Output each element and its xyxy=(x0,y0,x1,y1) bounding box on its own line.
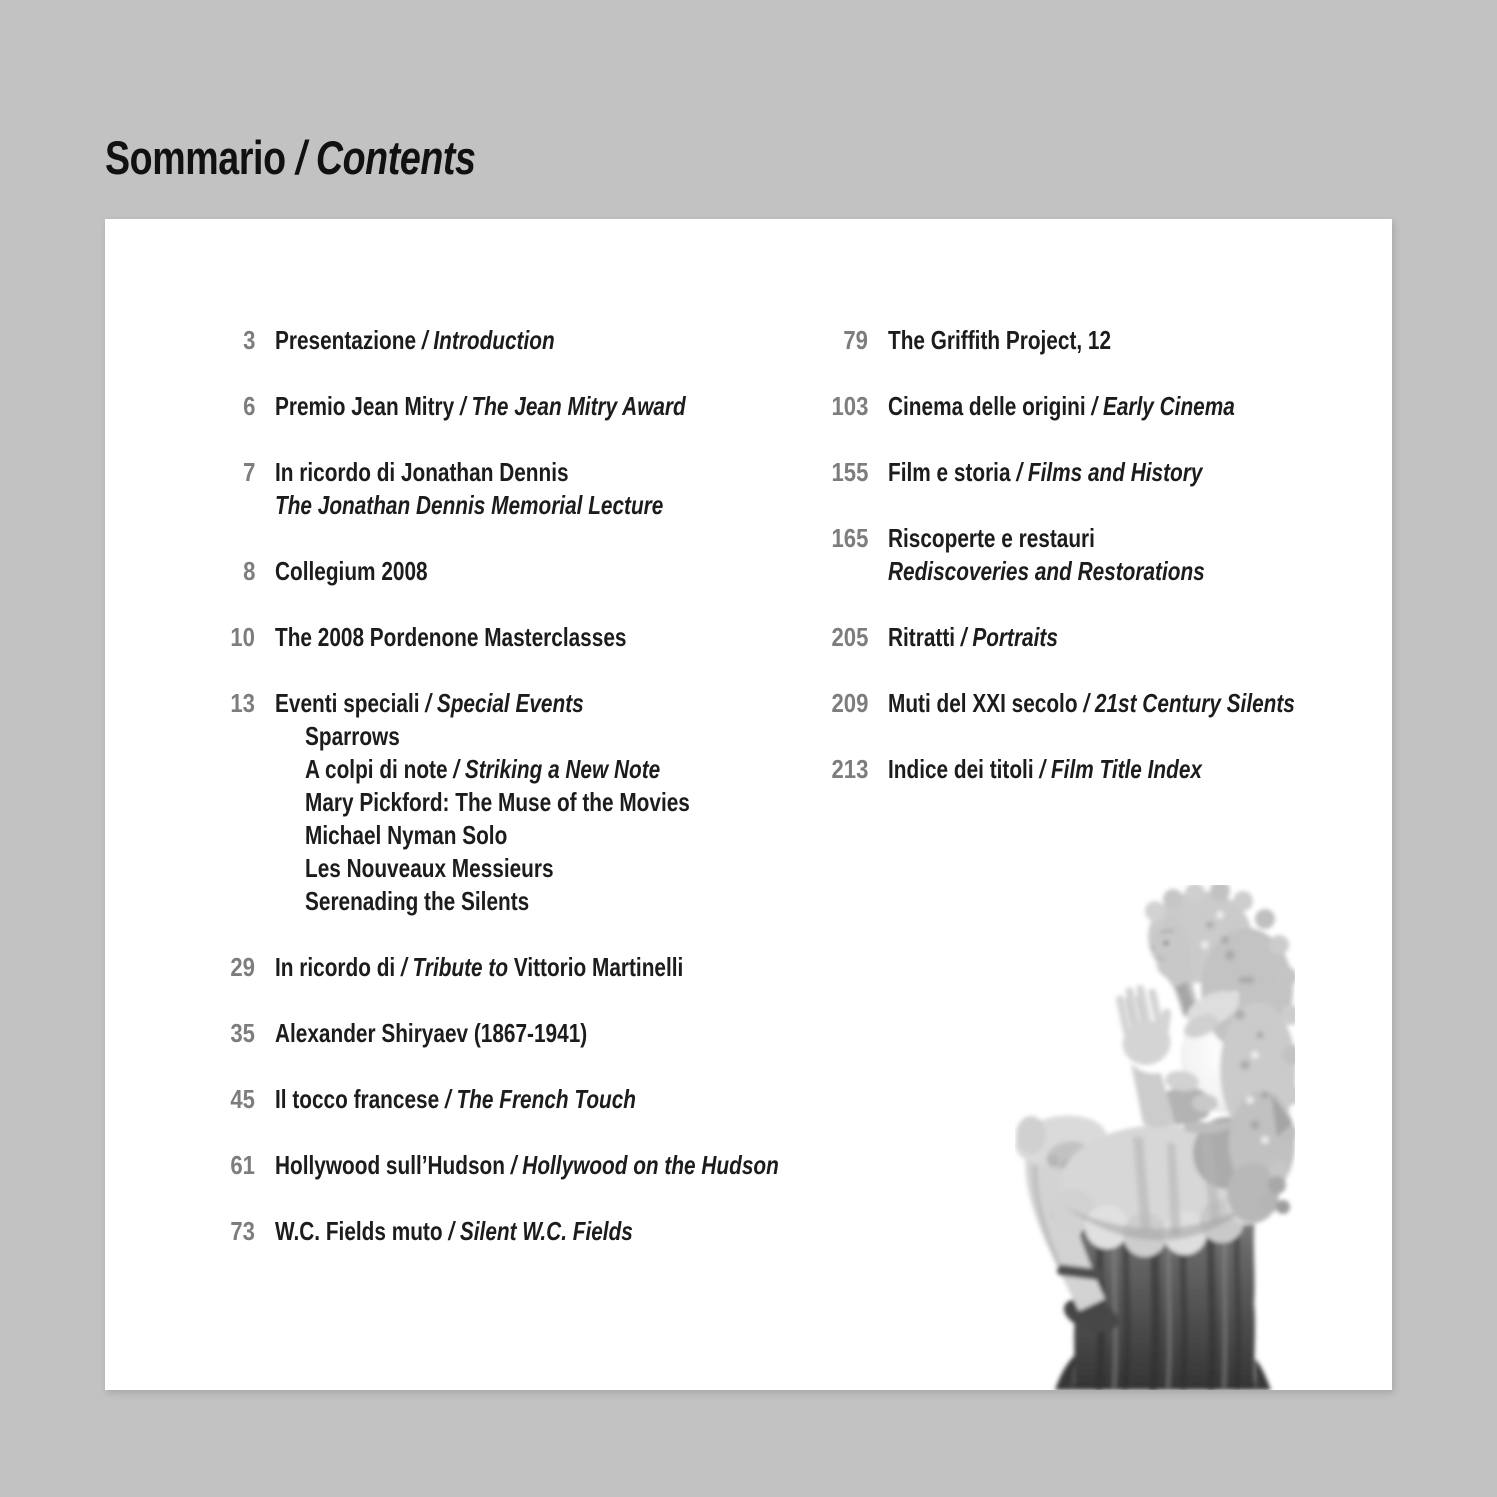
toc-entry-text xyxy=(275,555,466,588)
page-title-english: / Contents xyxy=(295,131,476,184)
toc-entry-text xyxy=(888,390,1321,423)
toc-title-line: Eventi speciali / Special Events xyxy=(275,688,584,718)
toc-title-line: Indice dei titoli / Film Title Index xyxy=(888,754,1202,784)
contents-panel xyxy=(105,219,1392,1390)
toc-title-line: Hollywood sull’Hudson / Hollywood on the Hudson xyxy=(275,1150,779,1180)
toc-entry-text xyxy=(888,753,1280,786)
toc-page-number: 45 xyxy=(230,1084,255,1114)
toc-entry xyxy=(718,753,1397,786)
toc-page-number: 165 xyxy=(831,523,868,553)
page-title-italian: Sommario xyxy=(105,131,296,184)
toc-entry-text xyxy=(275,456,760,522)
toc-subitem: Michael Nyman Solo xyxy=(305,820,508,850)
toc-entry-text xyxy=(275,1017,665,1050)
toc-entry xyxy=(718,324,1397,357)
toc-subitem: A colpi di note / Striking a New Note xyxy=(305,754,661,784)
toc-page-number: 3 xyxy=(242,325,255,355)
toc-page-number: 61 xyxy=(230,1150,255,1180)
toc-entry xyxy=(105,1083,905,1116)
toc-title-line: Premio Jean Mitry / The Jean Mitry Award xyxy=(275,391,686,421)
toc-entry-text xyxy=(275,1083,726,1116)
toc-entry-text xyxy=(275,324,625,357)
page-title xyxy=(105,133,568,183)
toc-title-line: Alexander Shiryaev (1867-1941) xyxy=(275,1018,588,1048)
toc-title-line: W.C. Fields muto / Silent W.C. Fields xyxy=(275,1216,633,1246)
photo-illustration xyxy=(1015,885,1295,1390)
toc-entry-text xyxy=(888,621,1100,654)
toc-page-number: 10 xyxy=(230,622,255,652)
toc-page-number: 8 xyxy=(242,556,255,586)
toc-page-number: 29 xyxy=(230,952,255,982)
toc-page-number: 213 xyxy=(831,754,868,784)
toc-entry-text xyxy=(275,1149,905,1182)
toc-entry-text xyxy=(888,456,1281,489)
toc-title-line: The Griffith Project, 12 xyxy=(888,325,1112,355)
toc-title-line: Film e storia / Films and History xyxy=(888,457,1203,487)
toc-entry xyxy=(718,687,1397,720)
photo-girl-on-stump xyxy=(1015,885,1295,1390)
toc-title-line: Riscoperte e restauri xyxy=(888,523,1095,553)
toc-page-number: 209 xyxy=(831,688,868,718)
toc-title-line: The 2008 Pordenone Masterclasses xyxy=(275,622,627,652)
toc-title-line: In ricordo di / Tribute to Vittorio Martinelli xyxy=(275,952,684,982)
toc-entry xyxy=(718,522,1397,588)
toc-entry-text xyxy=(275,1215,722,1248)
toc-entry-text xyxy=(275,951,785,984)
toc-page-number: 13 xyxy=(230,688,255,718)
toc-title-line: Cinema delle origini / Early Cinema xyxy=(888,391,1235,421)
toc-page-number: 79 xyxy=(843,325,868,355)
toc-entry xyxy=(718,621,1397,654)
toc-title-line: Il tocco francese / The French Touch xyxy=(275,1084,636,1114)
toc-page-number: 7 xyxy=(242,457,255,487)
toc-subitem: Les Nouveaux Messieurs xyxy=(305,853,554,883)
toc-entry-text xyxy=(888,522,1284,588)
toc-column-right xyxy=(718,324,1397,819)
toc-page-number: 155 xyxy=(831,457,868,487)
toc-subitem: Sparrows xyxy=(305,721,400,751)
toc-entry xyxy=(105,1215,905,1248)
toc-title-line: Rediscoveries and Restorations xyxy=(888,556,1205,586)
toc-title-line: Muti del XXI secolo / 21st Century Silents xyxy=(888,688,1295,718)
toc-page-number: 35 xyxy=(230,1018,255,1048)
toc-title-line: Presentazione / Introduction xyxy=(275,325,555,355)
toc-entry xyxy=(105,1149,905,1182)
toc-subitem: Serenading the Silents xyxy=(305,886,530,916)
toc-entry-text xyxy=(888,687,1397,720)
toc-entry xyxy=(105,1017,905,1050)
toc-entry xyxy=(718,390,1397,423)
toc-title-line: The Jonathan Dennis Memorial Lecture xyxy=(275,490,664,520)
toc-title-line: In ricordo di Jonathan Dennis xyxy=(275,457,569,487)
toc-subitem: Mary Pickford: The Muse of the Movies xyxy=(305,787,690,817)
toc-entry-text xyxy=(275,621,714,654)
toc-entry-text xyxy=(275,390,788,423)
toc-entry xyxy=(718,456,1397,489)
toc-entry-text xyxy=(888,324,1167,357)
toc-entry xyxy=(105,951,905,984)
toc-page-number: 103 xyxy=(831,391,868,421)
toc-page-number: 205 xyxy=(831,622,868,652)
toc-title-line: Ritratti / Portraits xyxy=(888,622,1058,652)
toc-entry-text xyxy=(275,687,786,918)
toc-page-number: 6 xyxy=(242,391,255,421)
toc-page-number: 73 xyxy=(230,1216,255,1246)
toc-title-line: Collegium 2008 xyxy=(275,556,428,586)
